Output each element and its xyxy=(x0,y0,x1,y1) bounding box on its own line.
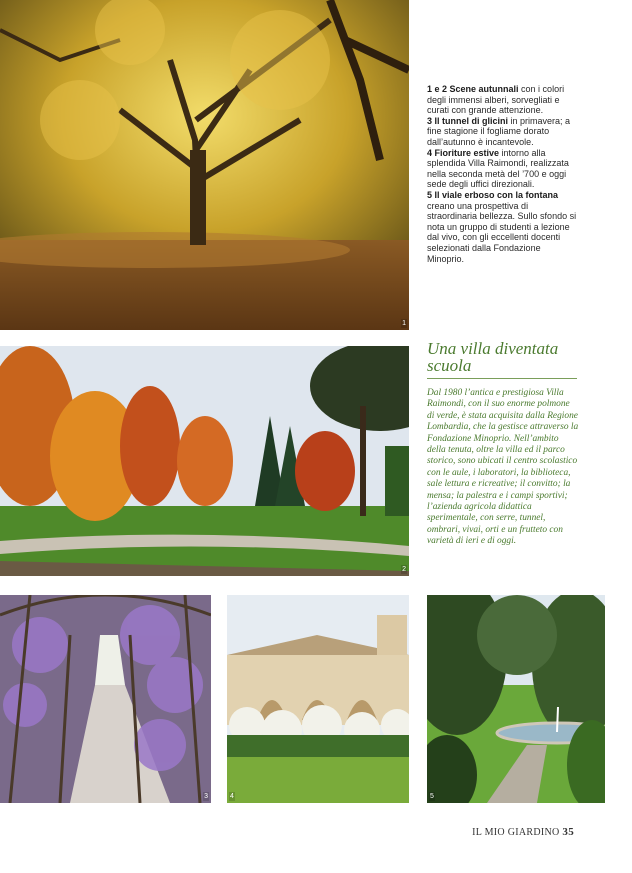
page-footer xyxy=(472,826,574,838)
photo-wisteria-tunnel xyxy=(0,595,211,803)
caption-4 xyxy=(427,190,577,264)
magazine-name: IL MIO GIARDINO xyxy=(472,827,560,838)
caption-2 xyxy=(427,116,577,148)
caption-3-text: intorno alla splendida Villa Raimondi, realizzata nella seconda metà del ’700 e oggi sede degli uffici direzionali. xyxy=(427,147,569,190)
photo-fountain-avenue xyxy=(427,595,605,803)
caption-2-text: in primavera; a fine stagione il fogliame dorato dall’autunno è incantevole. xyxy=(427,115,571,147)
page-number: 35 xyxy=(562,826,574,838)
caption-1-heading: 1 e 2 Scene autunnali xyxy=(427,84,519,94)
caption-4-text: creano una prospettiva di straordinaria bellezza. Sullo sfondo si nota un gruppo di studenti a lezione dal vivo, con gli eccellenti docenti selezionati dalla Fondazione Minoprio. xyxy=(427,200,577,264)
section-body: Dal 1980 l’antica e prestigiosa Villa Raimondi, con il suo enorme polmone di verde, è stata acquisita dalla Regione Lombardia, che la gestisce attraverso la Fondazione Minoprio. Nell’ambito della tenuta, oltre la villa ed il parco storico, sono ubicati il centro scolastico con le aule, i laboratori, la biblioteca, sale lettura e ricreative; il convitto; la mensa; la palestra e i campi sportivi; l’azienda agricola didattica sperimentale, con serre, tunnel, ombrari, vivai, orti e un frutteto con varietà di ieri e di oggi. xyxy=(427,388,579,547)
caption-3 xyxy=(427,148,577,190)
caption-1 xyxy=(427,84,577,116)
photo-number: 5 xyxy=(430,793,434,800)
photo-number: 2 xyxy=(402,566,406,573)
caption-1-text: con i colori degli immensi alberi, sorvegliati e curati con grande attenzione. xyxy=(427,84,565,116)
photo-number: 4 xyxy=(230,793,234,800)
photo-autumn-park xyxy=(0,346,409,576)
title-divider xyxy=(427,378,577,379)
photo-autumn-tree xyxy=(0,0,409,330)
photo-number: 3 xyxy=(204,793,208,800)
caption-2-heading: 3 Il tunnel di glicini xyxy=(427,115,509,126)
photo-number: 1 xyxy=(402,320,406,327)
photo-villa xyxy=(227,595,409,803)
caption-4-heading: 5 Il viale erboso con la fontana xyxy=(427,189,559,200)
caption-3-heading: 4 Fioriture estive xyxy=(427,147,500,158)
section-title: Una villa diventata scuola xyxy=(427,339,559,375)
photo-captions xyxy=(427,84,577,264)
